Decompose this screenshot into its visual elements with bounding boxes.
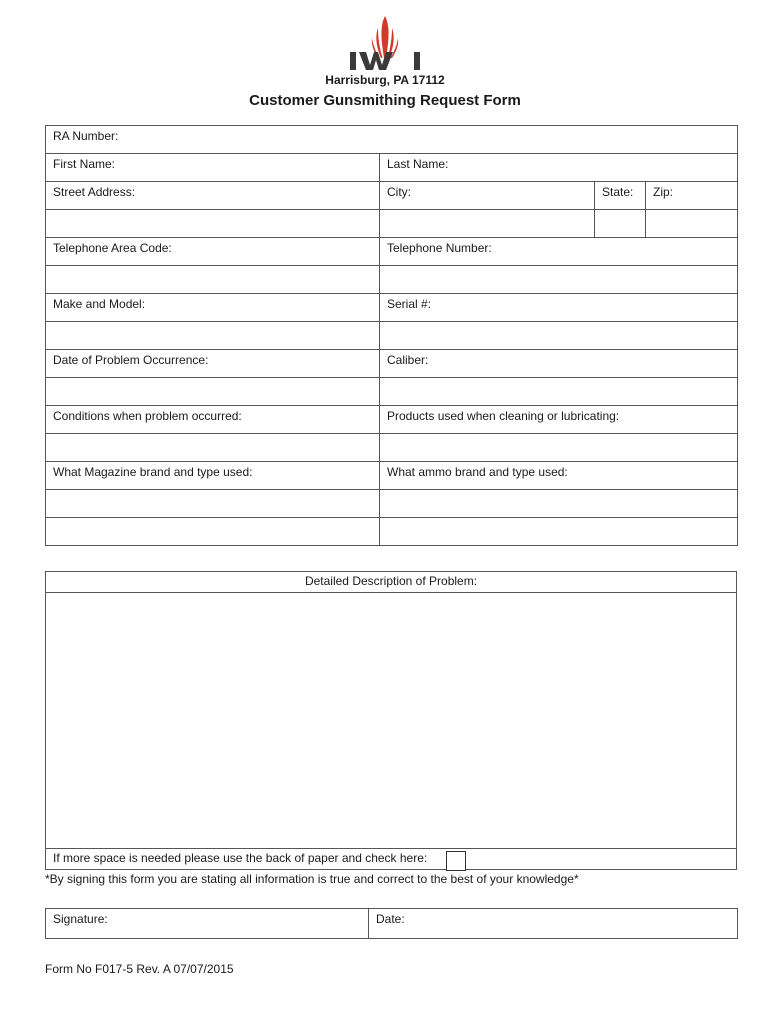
extra-space-label: If more space is needed please use the back of paper and check here: [53, 851, 428, 865]
products-used-field[interactable]: Products used when cleaning or lubricating: [380, 406, 738, 434]
signature-field[interactable]: Signature: [46, 909, 369, 939]
caliber-field[interactable]: Caliber: [380, 350, 738, 378]
iwi-logo [345, 14, 425, 74]
form-number: Form No F017-5 Rev. A 07/07/2015 [45, 962, 234, 976]
first-name-field[interactable]: First Name: [46, 154, 380, 182]
city-field[interactable]: City: [380, 182, 595, 210]
ammo-input[interactable] [380, 490, 738, 518]
telephone-area-code-input[interactable] [46, 266, 380, 294]
magazine-field[interactable]: What Magazine brand and type used: [46, 462, 380, 490]
state-input[interactable] [595, 210, 646, 238]
conditions-input[interactable] [46, 434, 380, 462]
caliber-input[interactable] [380, 378, 738, 406]
company-address: Harrisburg, PA 17112 [325, 73, 445, 87]
signature-table [45, 908, 738, 939]
serial-input[interactable] [380, 322, 738, 350]
ammo-input-2[interactable] [380, 518, 738, 546]
last-name-field[interactable]: Last Name: [380, 154, 738, 182]
state-field[interactable]: State: [595, 182, 646, 210]
make-model-field[interactable]: Make and Model: [46, 294, 380, 322]
date-problem-field[interactable]: Date of Problem Occurrence: [46, 350, 380, 378]
customer-info-table [45, 125, 738, 546]
make-model-input[interactable] [46, 322, 380, 350]
form-title: Customer Gunsmithing Request Form [249, 92, 521, 109]
telephone-number-input[interactable] [380, 266, 738, 294]
telephone-area-code-field[interactable]: Telephone Area Code: [46, 238, 380, 266]
city-input[interactable] [380, 210, 595, 238]
street-address-input[interactable] [46, 210, 380, 238]
telephone-number-field[interactable]: Telephone Number: [380, 238, 738, 266]
extra-space-row [46, 848, 736, 869]
conditions-field[interactable]: Conditions when problem occurred: [46, 406, 380, 434]
magazine-input[interactable] [46, 490, 380, 518]
description-textarea[interactable] [46, 592, 736, 849]
street-address-field[interactable]: Street Address: [46, 182, 380, 210]
zip-input[interactable] [646, 210, 738, 238]
zip-field[interactable]: Zip: [646, 182, 738, 210]
problem-description-box [45, 571, 737, 870]
serial-field[interactable]: Serial #: [380, 294, 738, 322]
products-used-input[interactable] [380, 434, 738, 462]
certification-statement: *By signing this form you are stating all information is true and correct to the best of your knowledge* [45, 872, 579, 886]
description-header: Detailed Description of Problem: [46, 572, 736, 593]
magazine-input-2[interactable] [46, 518, 380, 546]
ammo-field[interactable]: What ammo brand and type used: [380, 462, 738, 490]
ra-number-field[interactable]: RA Number: [46, 126, 738, 154]
extra-space-checkbox[interactable] [446, 851, 466, 871]
date-field[interactable]: Date: [369, 909, 738, 939]
date-problem-input[interactable] [46, 378, 380, 406]
